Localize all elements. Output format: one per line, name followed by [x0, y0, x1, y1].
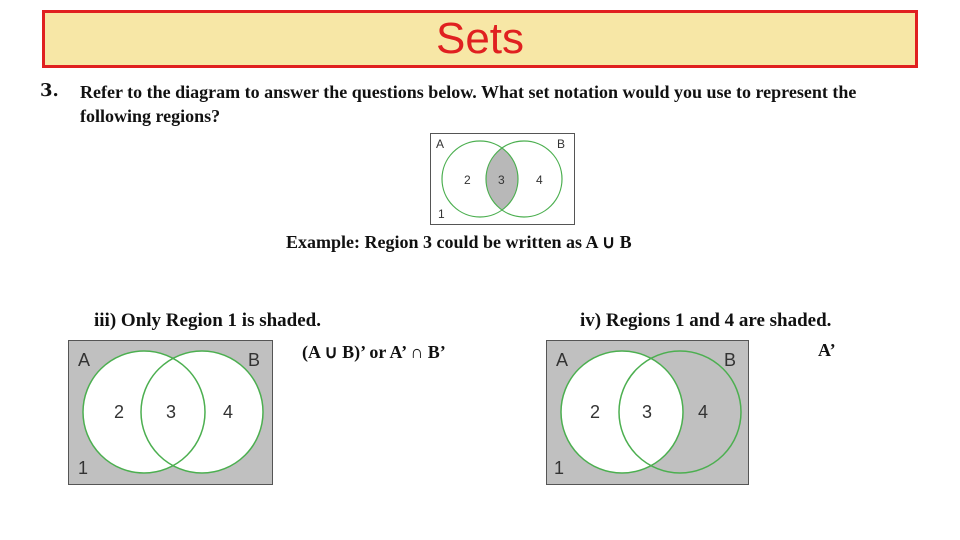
part-iv-label: iv) Regions 1 and 4 are shaded.: [580, 310, 832, 331]
part-iv-label-b: B: [724, 350, 737, 370]
part-iii-region-1: 1: [78, 458, 89, 478]
part-iii-label: iii) Only Region 1 is shaded.: [94, 310, 321, 331]
part-iv-answer: A’: [818, 340, 836, 360]
example-text: Example: Region 3 could be written as A ∪ B: [286, 232, 632, 252]
part-iii-label-b: B: [248, 350, 261, 370]
question-number: 3.: [40, 80, 59, 101]
part-iv-label-a: A: [556, 350, 569, 370]
example-region-3: 3: [498, 173, 505, 187]
part-iv-venn-diagram: [546, 340, 749, 485]
part-iv-region-1: 1: [554, 458, 565, 478]
part-iii-region-3: 3: [166, 402, 177, 422]
part-iii-venn-diagram: [68, 340, 273, 485]
part-iii-answer: (A ∪ B)’ or A’ ∩ B’: [302, 342, 446, 362]
example-region-2: 2: [464, 173, 471, 187]
example-label-b: B: [557, 137, 566, 151]
title-banner: [42, 10, 918, 68]
part-iv-region-2: 2: [590, 402, 601, 422]
part-iv-region-3: 3: [642, 402, 653, 422]
part-iv-region-4: 4: [698, 402, 709, 422]
example-label-a: A: [436, 137, 445, 151]
example-venn-diagram: [430, 133, 575, 225]
part-iii-label-a: A: [78, 350, 91, 370]
question-text: Refer to the diagram to answer the questions below. What set notation would you use to represent the following regions?: [80, 82, 857, 126]
example-region-4: 4: [536, 173, 543, 187]
part-iii-region-4: 4: [223, 402, 234, 422]
page-title: Sets: [435, 14, 525, 63]
example-region-1: 1: [438, 207, 445, 221]
part-iii-region-2: 2: [114, 402, 125, 422]
